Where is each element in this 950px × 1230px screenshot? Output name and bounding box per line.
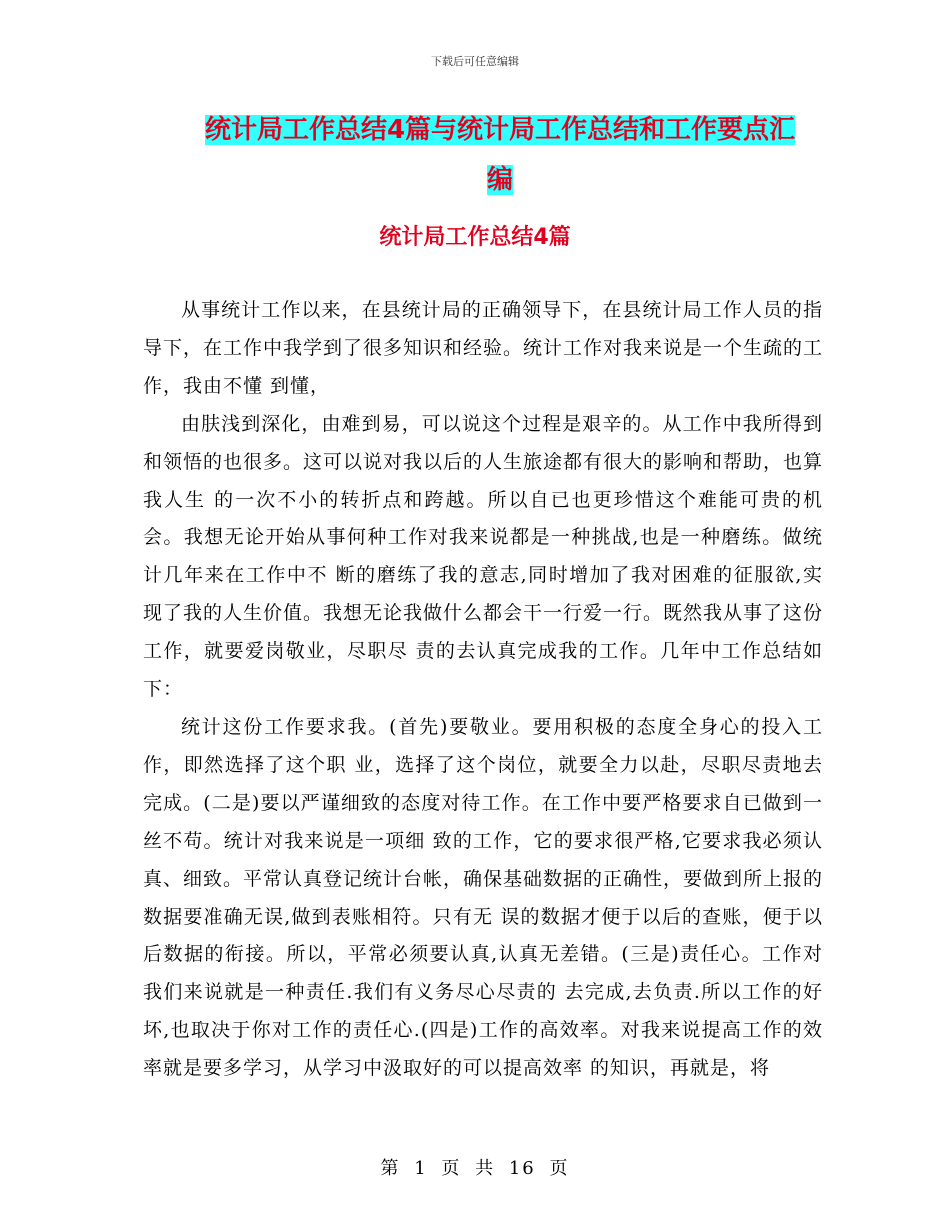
page-footer: 第 1 页 共 16 页	[380, 1158, 570, 1179]
paragraph-3: 统计这份工作要求我。(首先)要敬业。要用积极的态度全身心的投入工作，即然选择了这个职 业，选择了这个岗位，就要全力以赴，尽职尽责地去完成。(二是)要以严谨细致的态度对待工作。在工作中要严格要求自已做到一丝不苟。统计对我来说是一项细 致的工作，它的要求很严格,它要求我必须认真、细致。平常认真登记统计台帐，确保基础数据的正确性，要做到所上报的数据要准确无误,做到表账相符。只有无 误的数据才便于以后的查账，便于以后数据的衔接。所以，平常必须要认真,认真无差错。(三是)责任心。工作对我们来说就是一种责任.我们有义务尽心尽责的 去完成,去负责.所以工作的好坏,也取决于你对工作的责任心.(四是)工作的高效率。对我来说提高工作的效率就是要多学习，从学习中汲取好的可以提高效率 的知识，再就是，将	[143, 715, 824, 1080]
paragraph-1: 从事统计工作以来，在县统计局的正确领导下，在县统计局工作人员的指导下，在工作中我学到了很多知识和经验。统计工作对我来说是一个生疏的工作，我由不懂 到懂，	[143, 299, 824, 397]
document-title	[150, 105, 850, 205]
document-title-line2: 编	[486, 165, 513, 195]
paragraph-2: 由肤浅到深化，由难到易，可以说这个过程是艰辛的。从工作中我所得到和领悟的也很多。这可以说对我以后的人生旅途都有很大的影响和帮助，也算我人生 的一次不小的转折点和跨越。所以自已也更珍惜这个难能可贵的机会。我想无论开始从事何种工作对我来说都是一种挑战,也是一种磨练。做统计几年来在工作中不 断的磨练了我的意志,同时增加了我对困难的征服欲,实现了我的人生价值。我想无论我做什么都会干一行爱一行。既然我从事了这份工作，就要爱岗敬业，尽职尽 责的去认真完成我的工作。几年中工作总结如下：	[143, 412, 824, 701]
header-note: 下载后可任意编辑	[431, 55, 519, 68]
document-title-line1: 统计局工作总结4篇与统计局工作总结和工作要点汇	[204, 115, 796, 145]
document-body	[143, 292, 823, 1088]
section-title: 统计局工作总结4篇	[379, 225, 571, 250]
